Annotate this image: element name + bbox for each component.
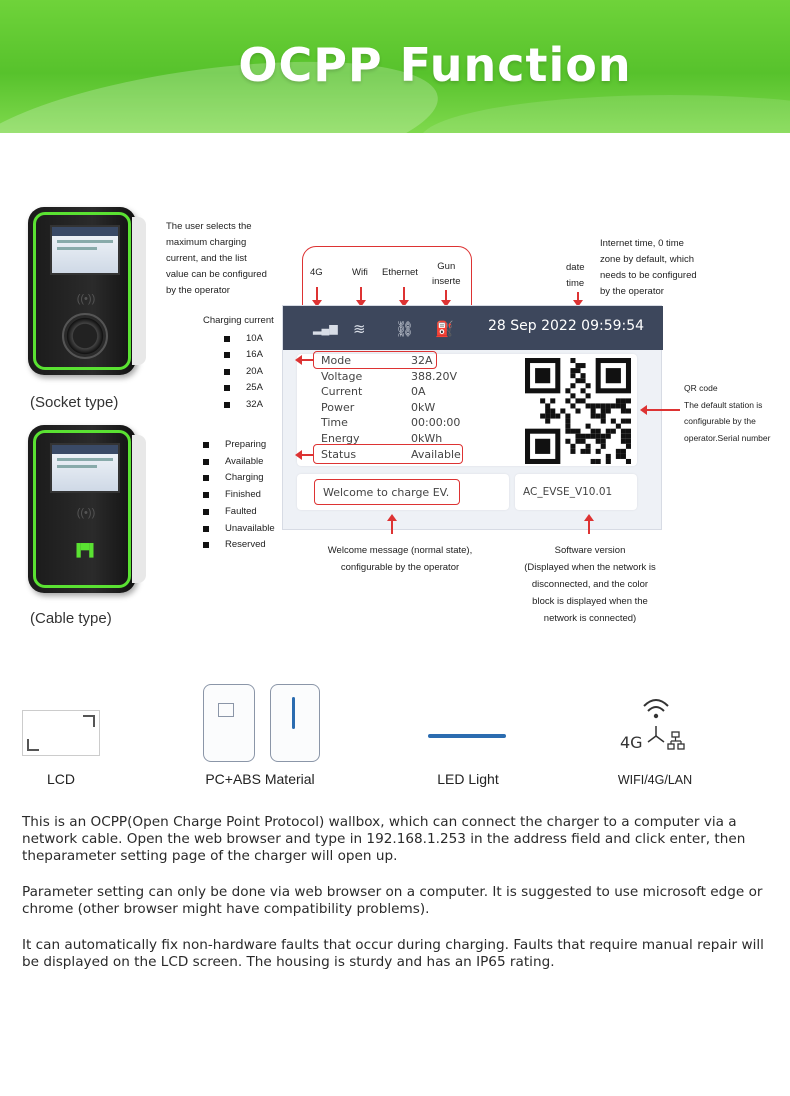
gun-icon: ⛽ (435, 321, 454, 338)
description-paragraph: This is an OCPP(Open Charge Point Protocol) wallbox, which can connect the charger to a computer via a network cable. Open the web browser and type in 192.168.1.253 in the address field and click enter, then theparameter setting page of the charger will open up. (22, 814, 746, 864)
list-item: Finished (203, 487, 275, 504)
welcome-message-note: Welcome message (normal state), configurable by the operator (327, 545, 473, 573)
feature-label-led: LED Light (437, 771, 499, 787)
list-item: 32A (224, 397, 263, 413)
qr-code-note: QR code The default station is configurable by the operator.Serial number (684, 383, 771, 443)
lcd-param-label: Energy (321, 432, 360, 445)
charging-current-list (224, 331, 263, 413)
lcd-param-value: 0A (411, 385, 426, 399)
wifi-icon: ≋ (353, 321, 366, 338)
max-current-note: The user selects the maximum charging current, and the list value can be configured by the operator (166, 221, 267, 296)
charging-current-title: Charging current (203, 315, 274, 326)
signal-4g-icon: ▂▄▆ (313, 323, 338, 335)
mode-highlight (313, 351, 437, 369)
arrow (391, 516, 393, 534)
list-item: Charging (203, 470, 275, 487)
lcd-icon (22, 710, 100, 756)
led-light-icon (428, 734, 506, 738)
welcome-highlight (314, 479, 460, 505)
socket-type-caption: (Socket type) (30, 394, 119, 411)
software-version-note: Software version (Displayed when the network is disconnected, and the color block is displayed when the network is connected) (524, 545, 656, 624)
lcd-param-label: Voltage (321, 369, 363, 383)
internet-time-note: Internet time, 0 time zone by default, which needs to be configured by the operator (600, 238, 697, 297)
list-item: 20A (224, 364, 263, 380)
lcd-status-bar (283, 306, 663, 350)
lcd-param-value: Available (411, 447, 461, 461)
rfid-icon: ((•)) (76, 293, 96, 305)
label-wifi: Wifi (352, 267, 368, 278)
list-item: Available (203, 454, 275, 471)
lcd-param-label: Power (321, 400, 355, 414)
lcd-welcome-message: Welcome to charge EV. (323, 486, 450, 499)
feature-label-network: WIFI/4G/LAN (617, 773, 693, 787)
charger-screen (50, 443, 120, 493)
status-options-list (203, 437, 275, 554)
housing-front-icon (203, 684, 255, 762)
arrow (445, 290, 447, 305)
label-4g: 4G (310, 267, 323, 278)
cable-type-caption: (Cable type) (30, 610, 112, 627)
date-time-label: date time (566, 262, 585, 289)
description-paragraph: Parameter setting can only be done via web browser on a computer. It is suggested to use microsoft edge or chrome (other browser might have compatibility problems). (22, 884, 763, 917)
charger-screen (50, 225, 120, 275)
list-item: 25A (224, 380, 263, 396)
header-banner (0, 0, 790, 133)
list-item: Reserved (203, 537, 275, 554)
lcd-param-value: 388.20V (411, 369, 458, 383)
socket-icon (62, 313, 108, 359)
lcd-param-label: Time (321, 416, 348, 430)
banner-wave-decoration (420, 95, 790, 133)
lcd-param-label: Status (321, 447, 357, 461)
feature-label-lcd: LCD (46, 771, 75, 787)
network-icon-4g-text: 4G (620, 733, 643, 752)
arrow (316, 287, 318, 305)
arrow (297, 454, 313, 456)
list-item: Preparing (203, 437, 275, 454)
cable-type-charger-image (28, 425, 136, 593)
label-gun: Gun inserte (432, 261, 461, 287)
list-item: Faulted (203, 504, 275, 521)
arrow (403, 287, 405, 305)
arrow (642, 409, 680, 411)
lcd-param-value: 0kW (411, 400, 436, 414)
socket-type-charger-image (28, 207, 136, 375)
status-highlight (313, 444, 463, 464)
lcd-software-version: AC_EVSE_V10.01 (523, 486, 613, 498)
arrow (577, 292, 579, 305)
arrow (297, 359, 313, 361)
lcd-param-label: Mode (321, 354, 351, 367)
list-item: Unavailable (203, 521, 275, 538)
lcd-param-label: Current (321, 385, 363, 399)
description-paragraph: It can automatically fix non-hardware faults that occur during charging. Faults that require manual repair will be displayed on the LCD screen. The housing is sturdy and has an IP65 rating. (22, 937, 764, 970)
ethernet-icon: ⛓ (395, 321, 415, 338)
arrow (588, 516, 590, 534)
list-item: 16A (224, 347, 263, 363)
page-title: OCPP Function (238, 38, 632, 92)
lcd-param-value: 0kWh (411, 432, 443, 445)
feature-label-material: PC+ABS Material (205, 771, 315, 787)
lcd-param-value: 32A (411, 354, 433, 367)
housing-side-icon (270, 684, 320, 762)
lcd-param-value: 00:00:00 (411, 416, 461, 430)
label-ethernet: Ethernet (382, 267, 418, 278)
arrow (360, 287, 362, 305)
lcd-datetime: 28 Sep 2022 09:59:54 (488, 318, 645, 334)
rfid-icon: ((•)) (76, 507, 96, 519)
qr-code-icon (525, 358, 631, 464)
list-item: 10A (224, 331, 263, 347)
brand-logo-icon: ▐▀▌ (72, 543, 98, 557)
